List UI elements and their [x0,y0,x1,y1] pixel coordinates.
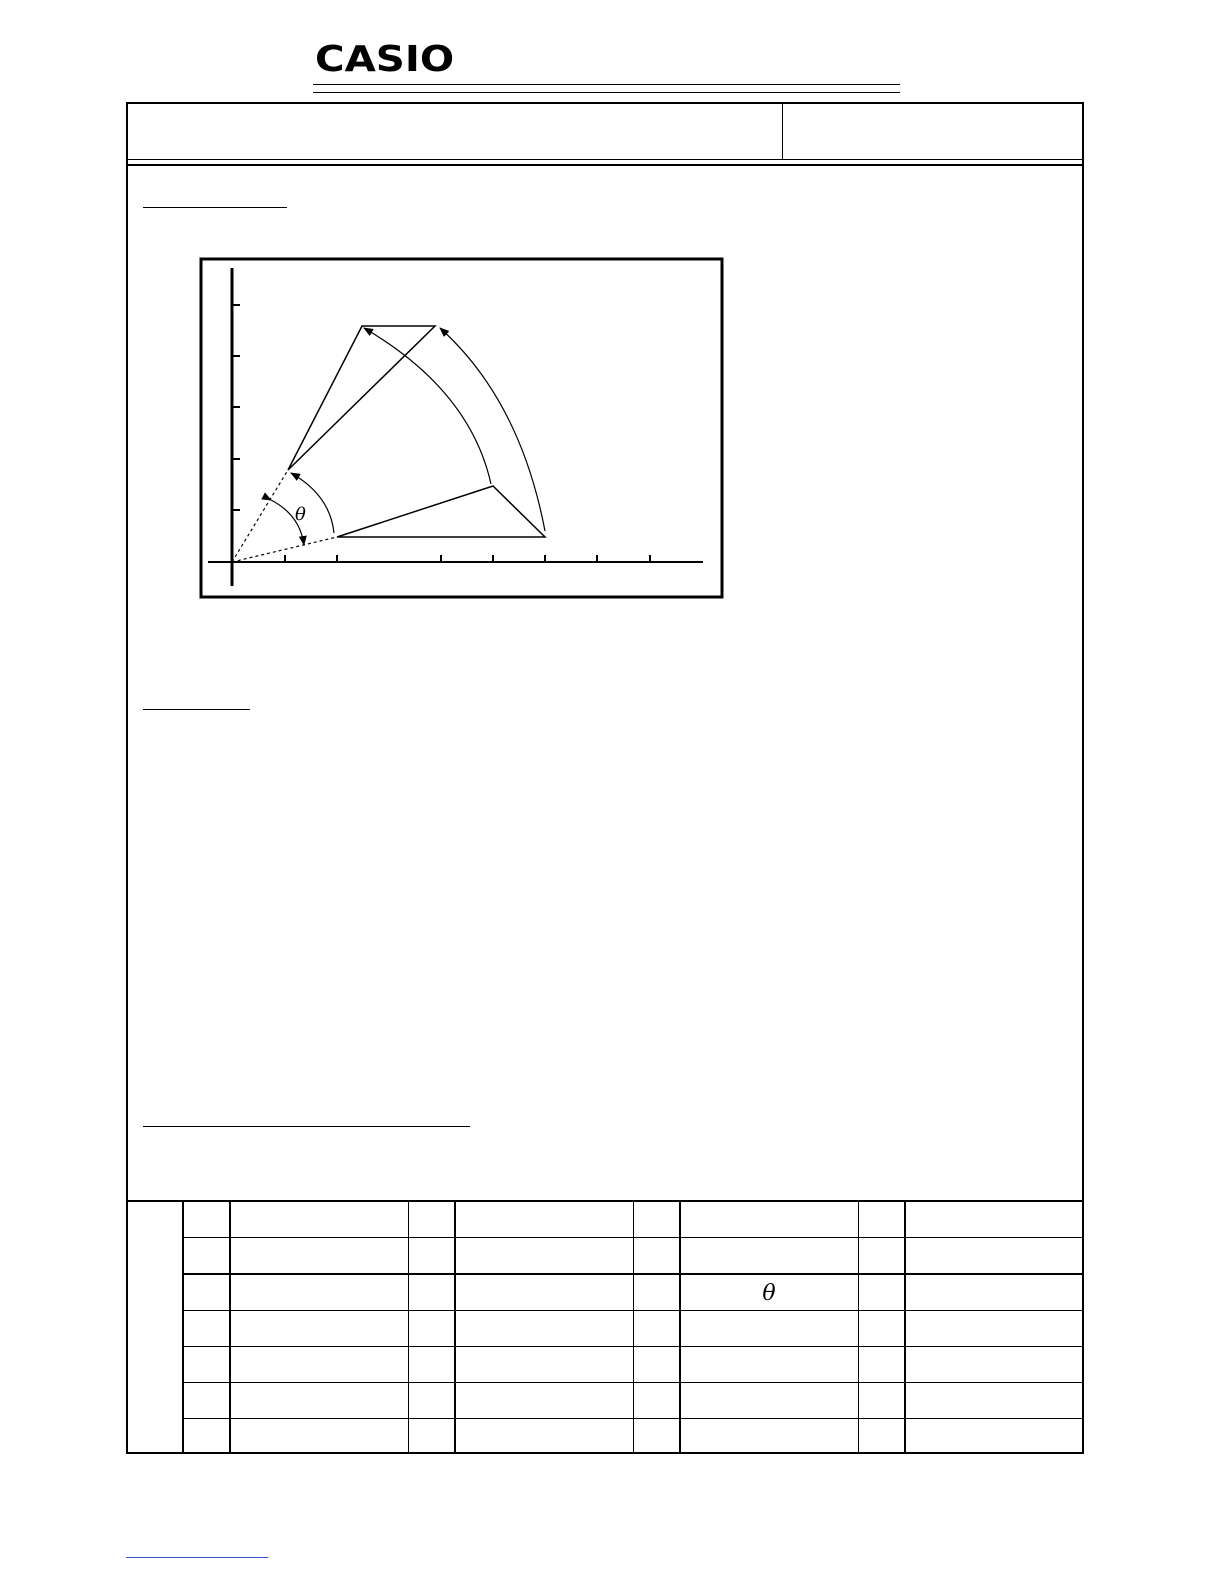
rotated-triangle [288,326,435,470]
rotation-arc-c [364,328,491,484]
original-triangle [337,486,545,537]
theta-label: θ [295,504,306,525]
table-col-rule-3 [408,1200,409,1454]
footer-link[interactable] [126,1557,268,1558]
dotted-ray-rotated [232,470,288,562]
graph-frame [201,259,722,597]
table-col-rule-6 [679,1200,681,1454]
casio-logo: CASIO [315,39,455,80]
table-col-rule-5 [633,1200,634,1454]
table-col-rule-4 [454,1200,456,1454]
x-axis-ticks [285,555,650,562]
table-col-rule-2 [229,1200,231,1454]
table-col-rule-8 [904,1200,906,1454]
table-col-rule-7 [858,1200,859,1454]
table-top-rule [126,1200,1084,1202]
table-theta-cell: θ [762,1280,776,1306]
rotation-arc-b [440,328,545,531]
table-col-rule-1 [182,1200,184,1454]
